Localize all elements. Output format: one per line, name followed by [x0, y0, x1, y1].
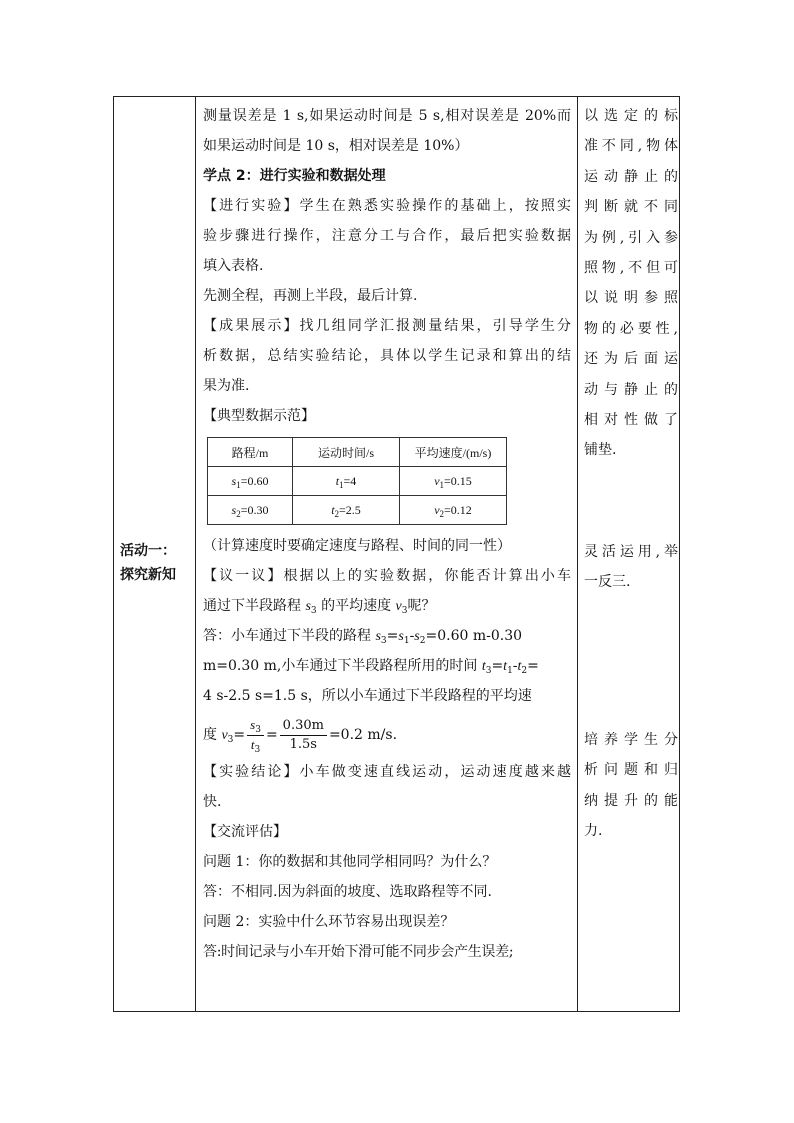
conclusion-line: 【实验结论】小车做变速直线运动，运动速度越来越 [203, 764, 571, 780]
discuss-line: 【议一议】根据以上的实验数据，你能否计算出小车 [203, 568, 571, 584]
fraction-values: $\frac{0.30m}{1.5s}$ [280, 717, 327, 754]
column-divider [195, 97, 196, 1011]
exchange-label: 【交流评估】 [203, 824, 287, 840]
intro-line: 测量误差是 1 s,如果运动时间是 5 s,相对误差是 20%而 [203, 108, 571, 124]
table-cell: $v_2=0.12$ [400, 496, 507, 525]
question-1: 问题 1：你的数据和其他同学相同吗？为什么？ [203, 854, 497, 870]
answer-line: m=0.30 m,小车通过下半段路程所用的时间 $t_3=t_1-t_2=$ [203, 658, 539, 676]
experiment-line: 填入表格. [203, 258, 264, 274]
fraction-s3-t3: $\frac{s_3}{t_3}$ [247, 716, 264, 755]
discuss-line: 通过下半段路程 $s_3$ 的平均速度 $v_3$呢？ [203, 598, 436, 616]
result-line: 果为准. [203, 378, 250, 394]
table-header: 平均速度/(m/s) [400, 438, 507, 467]
table-cell: $s_1=0.60$ [208, 467, 293, 496]
table-cell: $t_2=2.5$ [293, 496, 400, 525]
table-cell: $t_1=4$ [293, 467, 400, 496]
conclusion-line: 快. [203, 794, 222, 810]
table-header: 运动时间/s [293, 438, 400, 467]
result-line: 【成果展示】找几组同学汇报测量结果，引导学生分 [203, 318, 571, 334]
table-cell: $v_1=0.15$ [400, 467, 507, 496]
note-group-3: 培养学生分 析问题和归 纳提升的能 力. [584, 732, 678, 840]
answer-1: 答：不相同.因为斜面的坡度、选取路程等不同. [203, 884, 492, 900]
content-cell [203, 101, 571, 967]
answer-2: 答:时间记录与小车开始下滑可能不同步会产生误差; [203, 944, 514, 960]
table-row [208, 467, 507, 496]
intro-line: 如果运动时间是 10 s，相对误差是 10%） [203, 138, 469, 154]
result-line: 析数据，总结实验结论，具体以学生记录和算出的结 [203, 348, 571, 364]
column-divider [577, 97, 578, 1011]
note-group-1: 以选定的标 准不同,物体 运动静止的 判断就不同 为例,引入参 照物,不但可 以说明参照 物的必要性, 还为后面运 动与静止的 相对性做了 铺垫. [584, 108, 678, 459]
answer-line: 答：小车通过下半段的路程 $s_3=s_1-s_2=0.60$ m-0.30 [203, 628, 523, 646]
table-header: 路程/m [208, 438, 293, 467]
speed-formula: 度 $v_3=$ $\frac{s_3}{t_3}$ = $\frac{0.30m}{1.5s}$ =0.2 m/s. [203, 716, 398, 755]
typical-data-label: 【典型数据示范】 [203, 408, 315, 424]
notes-cell [584, 101, 678, 840]
data-table [207, 437, 507, 525]
activity-label: 活动一： 探究新知 [120, 543, 176, 583]
experiment-line: 验步骤进行操作，注意分工与合作，最后把实验数据 [203, 228, 571, 244]
experiment-line: 【进行实验】学生在熟悉实验操作的基础上，按照实 [203, 198, 571, 214]
answer-line: 4 s-2.5 s=1.5 s，所以小车通过下半段路程的平均速 [203, 688, 532, 704]
table-cell: $s_2=0.30$ [208, 496, 293, 525]
activity-label-cell [114, 97, 195, 1011]
calc-note: （计算速度时要确定速度与路程、时间的同一性） [203, 538, 511, 554]
table-row [208, 496, 507, 525]
note-group-2: 灵活运用,举 一反三. [584, 544, 678, 591]
measure-line: 先测全程，再测上半段，最后计算. [203, 288, 418, 304]
question-2: 问题 2：实验中什么环节容易出现误差？ [203, 914, 455, 930]
section-heading: 学点 2：进行实验和数据处理 [203, 168, 386, 184]
lesson-table [113, 96, 680, 1012]
table-header-row [208, 438, 507, 467]
